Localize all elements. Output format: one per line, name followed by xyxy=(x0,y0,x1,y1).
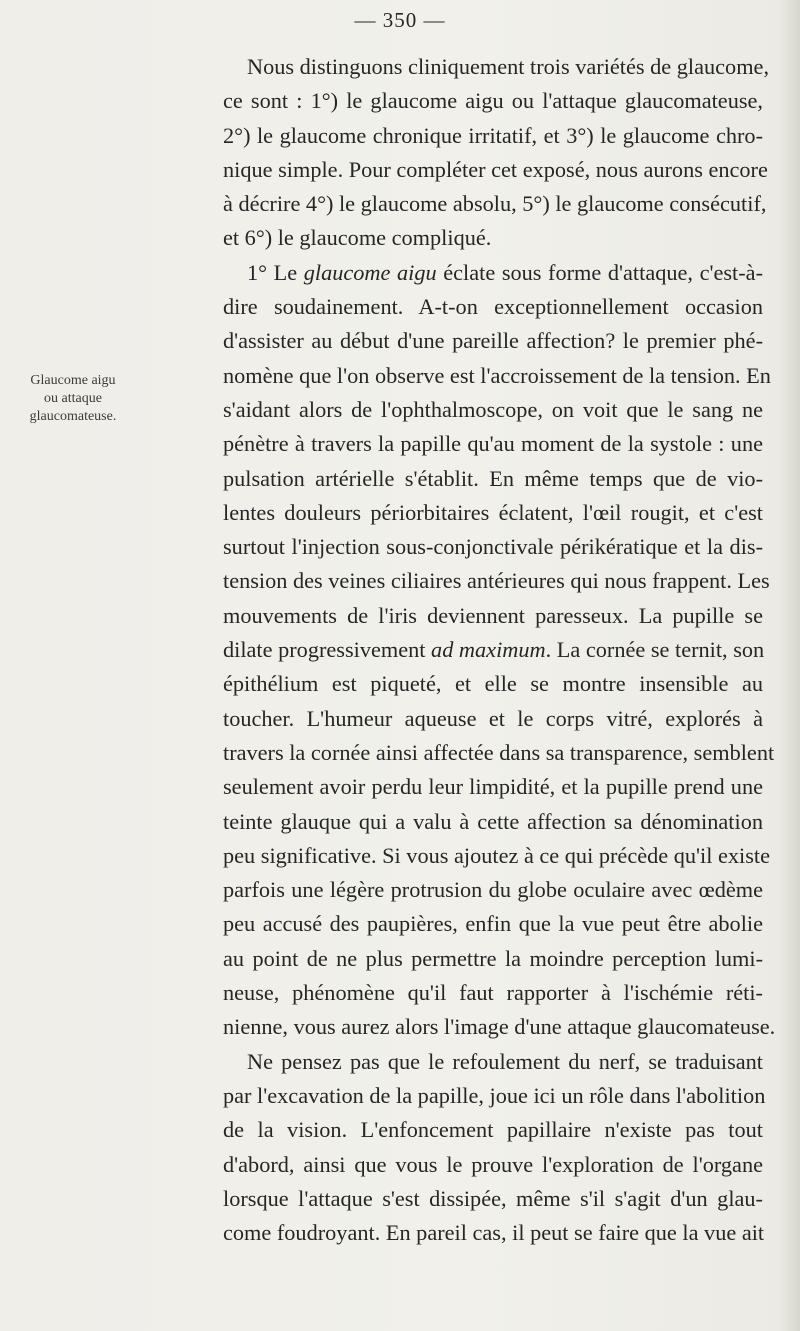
text-line xyxy=(223,496,763,530)
text-run: mouvements de l'iris deviennent paresseux. La pupille se xyxy=(223,602,763,628)
text-run: au point de ne plus permettre la moindre perception lumi- xyxy=(223,945,763,971)
text-line xyxy=(223,84,763,118)
text-run: dilate progressivement xyxy=(223,637,432,663)
text-line xyxy=(223,324,763,358)
text-line xyxy=(223,564,770,598)
margin-note-line: ou attaque xyxy=(44,391,102,406)
text-line xyxy=(223,805,763,839)
text-line xyxy=(223,256,763,290)
text-line xyxy=(223,839,771,873)
text-line xyxy=(223,633,763,667)
text-line xyxy=(223,667,763,701)
text-run: par l'excavation de la papille, joue ici un rôle dans l'abolition xyxy=(223,1082,766,1108)
text-line xyxy=(223,290,763,324)
text-run: travers la cornée ainsi affectée dans sa transparence, semblent xyxy=(223,739,775,765)
text-run: peu accusé des paupières, enfin que la vue peut être abolie xyxy=(223,911,763,937)
text-line xyxy=(223,907,763,941)
text-line xyxy=(223,942,763,976)
text-run: ce sont : 1°) le glaucome aigu ou l'attaque glaucomateuse, xyxy=(223,88,763,114)
text-run: toucher. L'humeur aqueuse et le corps vitré, explorés à xyxy=(223,705,763,731)
text-run: peu significative. Si vous ajoutez à ce qui précède qu'il existe xyxy=(223,842,771,868)
text-run: Nous distinguons cliniquement trois variétés de glaucome, xyxy=(247,54,770,79)
text-run: come foudroyant. En pareil cas, il peut se faire que la vue ait xyxy=(223,1220,765,1246)
text-run: d'abord, ainsi que vous le prouve l'exploration de l'organe xyxy=(223,1151,763,1177)
margin-note-line: Glaucome aigu xyxy=(30,373,116,388)
text-run: dire soudainement. A-t-on exceptionnellement occasion xyxy=(223,294,763,320)
italic-phrase: ad maximum xyxy=(431,637,546,663)
page-edge-shadow xyxy=(778,0,800,1331)
text-line xyxy=(223,427,763,461)
text-line xyxy=(223,393,763,427)
text-line xyxy=(223,1079,766,1113)
text-line xyxy=(223,359,771,393)
text-line xyxy=(223,221,763,255)
text-line xyxy=(223,153,768,187)
text-run: . La cornée se ternit, son xyxy=(545,637,765,663)
text-line xyxy=(223,462,763,496)
text-line xyxy=(223,530,763,564)
text-line xyxy=(223,1010,776,1044)
text-run: pulsation artérielle s'établit. En même temps que de vio- xyxy=(223,465,763,491)
text-line xyxy=(223,770,763,804)
text-run: pénètre à travers la papille qu'au moment de la systole : une xyxy=(223,431,763,457)
text-run: nomène que l'on observe est l'accroissement de la tension. En xyxy=(223,362,771,388)
body-text xyxy=(223,50,776,1250)
text-line xyxy=(223,976,763,1010)
text-run: parfois une légère protrusion du globe oculaire avec œdème xyxy=(223,877,763,903)
text-run: teinte glauque qui a valu à cette affection sa dénomination xyxy=(223,808,763,834)
text-run: lorsque l'attaque s'est dissipée, même s'il s'agit d'un glau- xyxy=(223,1185,763,1211)
text-line xyxy=(223,1045,763,1079)
text-run: s'aidant alors de l'ophthalmoscope, on voit que le sang ne xyxy=(223,396,763,422)
text-run: et 6°) le glaucome compliqué. xyxy=(223,225,492,251)
text-run: surtout l'injection sous-conjonctivale périkératique et la dis- xyxy=(223,534,763,560)
text-line xyxy=(223,1216,763,1250)
text-line xyxy=(223,1148,763,1182)
margin-note-line: glaucomateuse. xyxy=(29,409,117,424)
text-line xyxy=(223,50,770,84)
page-number: — 350 — xyxy=(354,8,446,32)
text-line xyxy=(223,119,763,153)
text-line xyxy=(223,873,763,907)
text-run: 1° Le xyxy=(247,259,304,285)
text-line xyxy=(223,1113,763,1147)
text-run: à décrire 4°) le glaucome absolu, 5°) le glaucome consécutif, xyxy=(223,191,767,217)
text-run: épithélium est piqueté, et elle se montre insensible au xyxy=(223,671,763,697)
text-line xyxy=(223,187,767,221)
text-run: de la vision. L'enfoncement papillaire n'existe pas tout xyxy=(223,1117,763,1143)
text-run: 2°) le glaucome chronique irritatif, et 3°) le glaucome chro- xyxy=(223,122,763,148)
margin-note xyxy=(18,372,128,426)
text-run: tension des veines ciliaires antérieures qui nous frappent. Les xyxy=(223,568,770,594)
text-line xyxy=(223,1182,763,1216)
italic-phrase: glaucome aigu xyxy=(303,259,437,285)
text-run: lentes douleurs périorbitaires éclatent, l'œil rougit, et c'est xyxy=(223,499,763,525)
text-run: d'assister au début d'une pareille affection? le premier phé- xyxy=(223,328,763,354)
text-line xyxy=(223,736,775,770)
text-run: nique simple. Pour compléter cet exposé, nous aurons encore xyxy=(223,156,768,182)
text-line xyxy=(223,702,763,736)
text-run: nienne, vous aurez alors l'image d'une attaque glaucomateuse. xyxy=(223,1014,776,1040)
text-run: seulement avoir perdu leur limpidité, et la pupille prend une xyxy=(223,774,763,800)
text-run: neuse, phénomène qu'il faut rapporter à l'ischémie réti- xyxy=(223,980,763,1006)
text-run: Ne pensez pas que le refoulement du nerf, se traduisant xyxy=(247,1048,763,1074)
text-line xyxy=(223,599,763,633)
text-run: éclate sous forme d'attaque, c'est-à- xyxy=(436,259,764,285)
